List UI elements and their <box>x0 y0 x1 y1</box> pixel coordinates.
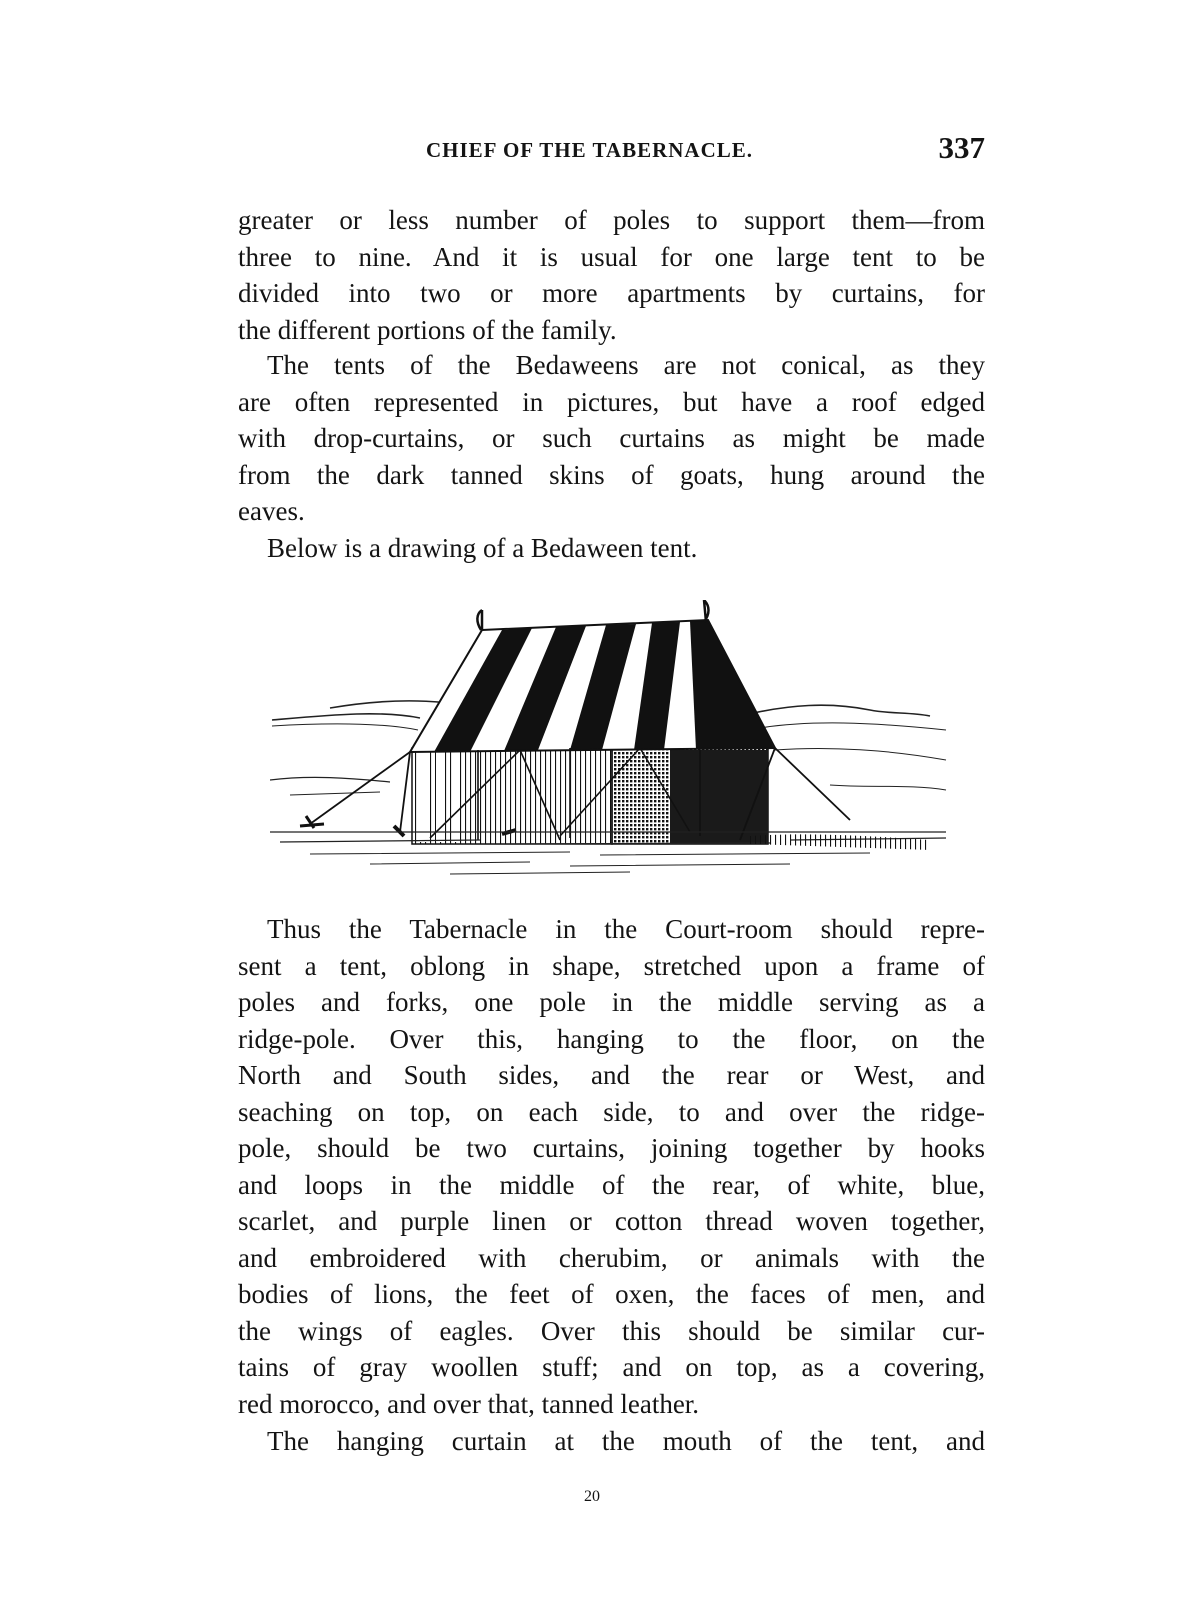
text-line: and loops in the middle of the rear, of white, blue, <box>238 1169 985 1200</box>
text-line: three to nine. And it is usual for one large tent to be <box>238 241 985 272</box>
signature-mark: 20 <box>584 1488 600 1505</box>
paragraph-2 <box>238 347 985 530</box>
text-line: sent a tent, oblong in shape, stretched upon a frame of <box>238 950 985 981</box>
running-head: CHIEF OF THE TABERNACLE. <box>426 138 754 162</box>
text-line: ridge-pole. Over this, hanging to the floor, on the <box>238 1023 985 1054</box>
text-line: eaves. <box>238 496 305 526</box>
text-line: Below is a drawing of a Bedaween tent. <box>267 533 698 563</box>
paragraph-3 <box>238 530 985 567</box>
text-line: the different portions of the family. <box>238 314 617 345</box>
text-line: red morocco, and over that, tanned leather. <box>238 1388 700 1419</box>
text-line: pole, should be two curtains, joining together by hooks <box>238 1133 985 1163</box>
text-line: and embroidered with cherubim, or animals with the <box>238 1242 985 1273</box>
paragraph-4 <box>238 911 985 1422</box>
text-line: bodies of lions, the feet of oxen, the faces of men, and <box>238 1279 985 1309</box>
text-line: divided into two or more apartments by curtains, for <box>238 278 985 308</box>
text-line: seaching on top, on each side, to and over the ridge- <box>238 1096 985 1127</box>
page-header <box>238 130 985 170</box>
text-line: the wings of eagles. Over this should be similar cur- <box>238 1315 985 1346</box>
page-number: 337 <box>938 130 985 165</box>
text-line: The hanging curtain at the mouth of the tent, and <box>267 1426 985 1456</box>
text-line: are often represented in pictures, but have a roof edged <box>238 386 985 417</box>
text-line: North and South sides, and the rear or West, and <box>238 1060 985 1090</box>
text-line: The tents of the Bedaweens are not conical, as they <box>267 350 985 380</box>
bedaween-tent-illustration <box>270 600 950 900</box>
text-line: tains of gray woollen stuff; and on top, as a covering, <box>238 1352 985 1382</box>
paragraph-1 <box>238 202 985 348</box>
text-line: scarlet, and purple linen or cotton thread woven together, <box>238 1206 985 1236</box>
text-line: greater or less number of poles to support them—from <box>238 205 985 235</box>
text-line: Thus the Tabernacle in the Court-room should repre- <box>267 914 985 944</box>
text-line: poles and forks, one pole in the middle serving as a <box>238 987 985 1017</box>
text-line: with drop-curtains, or such curtains as might be made <box>238 423 985 453</box>
paragraph-5 <box>238 1423 985 1460</box>
text-line: from the dark tanned skins of goats, hung around the <box>238 459 985 490</box>
